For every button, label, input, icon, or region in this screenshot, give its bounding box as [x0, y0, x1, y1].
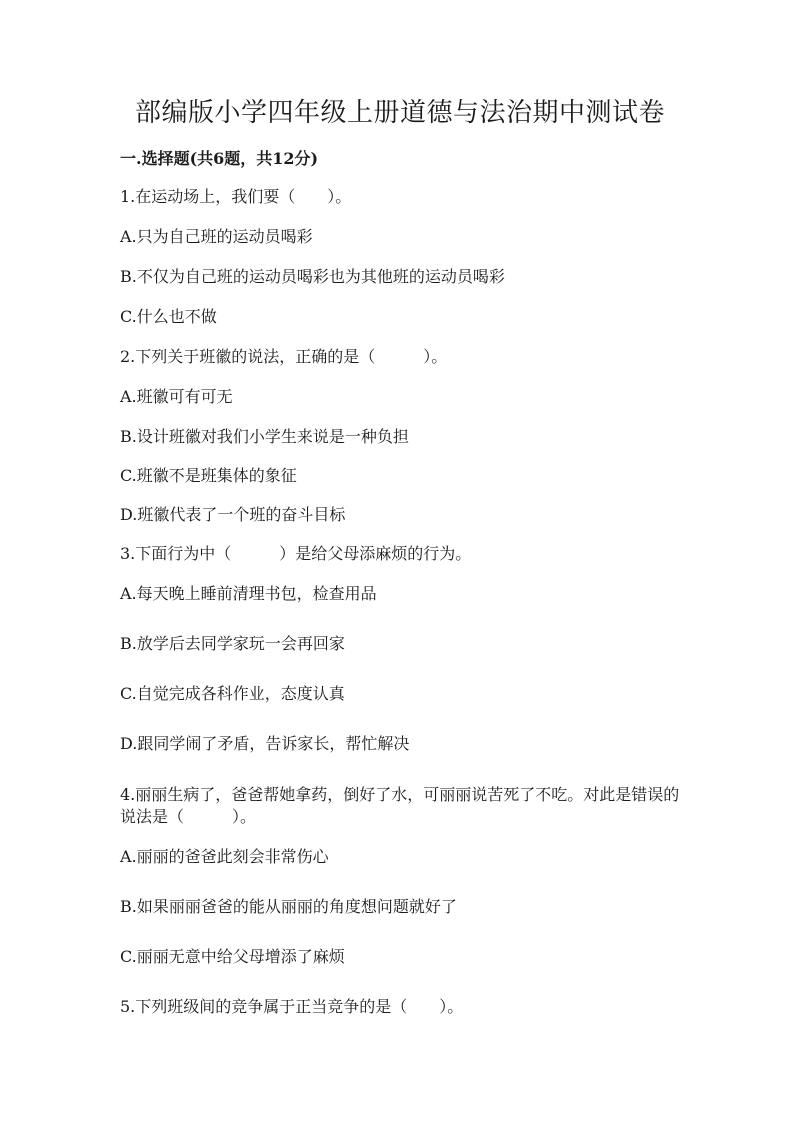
- question-5-stem: 5.下列班级间的竞争属于正当竞争的是（ ）。: [120, 997, 464, 1016]
- question-3-option-b: B.放学后去同学家玩一会再回家: [120, 634, 345, 653]
- question-2-stem: 2.下列关于班徽的说法，正确的是（ ）。: [120, 347, 448, 366]
- question-3-option-d: D.跟同学闹了矛盾，告诉家长，帮忙解决: [120, 734, 410, 753]
- question-1-stem: 1.在运动场上，我们要（ ）。: [120, 187, 352, 206]
- question-2-option-a: A.班徽可有可无: [120, 387, 233, 406]
- question-3-option-c: C.自觉完成各科作业，态度认真: [120, 684, 345, 703]
- question-4-stem: 4.丽丽生病了，爸爸帮她拿药，倒好了水，可丽丽说苦死了不吃。对此是错误的说法是（ ）。: [120, 785, 680, 826]
- question-4-option-c: C.丽丽无意中给父母增添了麻烦: [120, 947, 345, 966]
- question-3-option-a: A.每天晚上睡前清理书包，检查用品: [120, 584, 377, 603]
- question-1-option-c: C.什么也不做: [120, 307, 217, 326]
- question-3-stem: 3.下面行为中（ ）是给父母添麻烦的行为。: [120, 544, 472, 563]
- exam-title: 部编版小学四年级上册道德与法治期中测试卷: [134, 98, 665, 128]
- question-1-option-b: B.不仅为自己班的运动员喝彩也为其他班的运动员喝彩: [120, 267, 505, 286]
- question-1-option-a: A.只为自己班的运动员喝彩: [120, 227, 313, 246]
- question-2-option-d: D.班徽代表了一个班的奋斗目标: [120, 505, 346, 524]
- question-2-option-b: B.设计班徽对我们小学生来说是一种负担: [120, 427, 409, 446]
- question-4-option-a: A.丽丽的爸爸此刻会非常伤心: [120, 847, 329, 866]
- question-4-option-b: B.如果丽丽爸爸的能从丽丽的角度想问题就好了: [120, 897, 457, 916]
- question-2-option-c: C.班徽不是班集体的象征: [120, 466, 297, 485]
- section-heading: 一.选择题(共6题，共12分): [120, 149, 319, 168]
